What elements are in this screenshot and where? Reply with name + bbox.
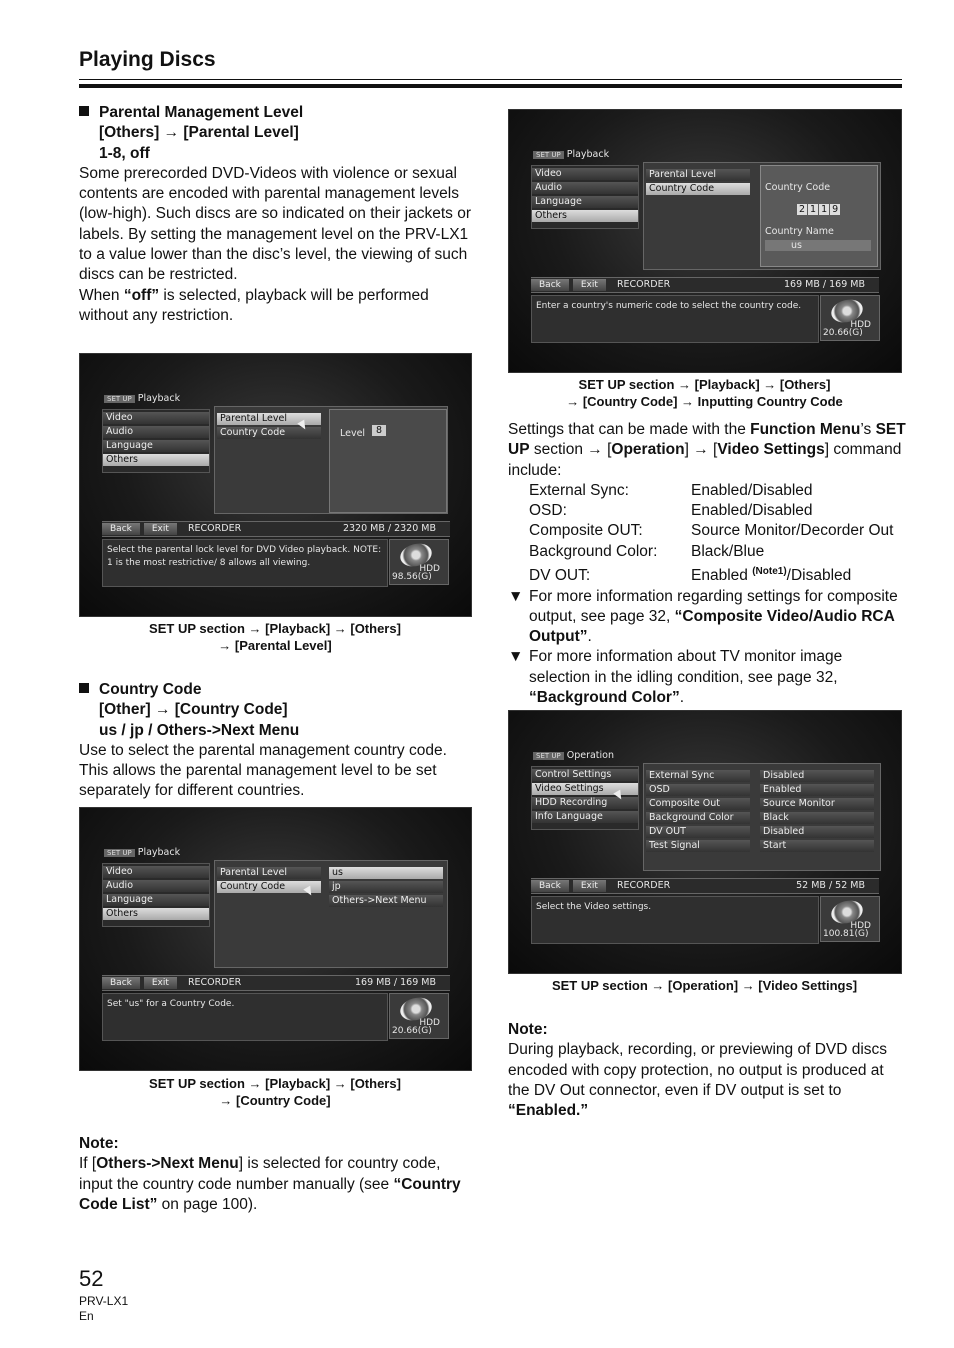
submenu-parental-level[interactable]: Parental Level [217,867,321,879]
digit-2[interactable]: 1 [810,204,817,215]
back-button[interactable]: Back [102,523,140,535]
submenu-country-code[interactable]: Country Code [217,427,321,439]
exit-button[interactable]: Exit [573,880,606,892]
submenu-panel [214,406,448,514]
caption-input-country-code: SET UP section → [Playback] → [Others] → [Country Code] → Inputting Country Code [566,377,843,409]
help-message: Select the parental lock level for DVD Video playback. NOTE: 1 is the most restrictive/ 8 allows all viewing. [102,539,388,587]
main-menu [102,409,210,473]
back-button[interactable]: Back [102,977,140,989]
caption-video-settings: SET UP section → [Operation] → [Video Settings] [551,978,858,993]
caption-parental-level: SET UP section → [Playback] → [Others] → [Parental Level] [149,621,401,653]
help-message: Enter a country's numeric code to select the country code. [531,295,819,343]
country-options [329,865,443,909]
status-bar [531,878,879,894]
menu-item-info-language[interactable]: Info Language [532,811,638,823]
note-body: If [Others->Next Menu] is selected for country code, input the country code number manually (see “Country Code List” on page 100). [79,1155,461,1213]
page-number: 52 [79,1266,104,1291]
caption-country-code: SET UP section → [Playback] → [Others] → [Country Code] [149,1076,401,1108]
option-others-next-menu[interactable]: Others->Next Menu [329,895,443,907]
menu-item-hdd-recording[interactable]: HDD Recording [532,797,638,809]
menu-item-audio[interactable]: Audio [103,880,209,892]
note-title: Note: [508,1021,548,1038]
menu-item-audio[interactable]: Audio [532,182,638,194]
value-external-sync[interactable]: Disabled [760,770,874,782]
section-body: Use to select the parental management country code. This allows the parental management level to be set separately for different countries. [79,741,447,800]
help-message: Select the Video settings. [531,896,819,944]
country-name-title: Country Name [765,226,834,237]
digit-entry [797,204,840,215]
section-title: Country Code [99,681,202,698]
value-dv-out[interactable]: Disabled [760,826,874,838]
value-composite-out[interactable]: Source Monitor [760,798,874,810]
screenshot-country-code [79,807,472,1071]
menu-item-language[interactable]: Language [103,894,209,906]
back-button[interactable]: Back [531,880,569,892]
submenu-panel [643,162,881,270]
item-external-sync[interactable]: External Sync [646,770,750,782]
submenu-parental-level[interactable]: Parental Level [646,169,750,181]
digit-4[interactable]: 9 [832,204,839,215]
setting-row: Composite OUT: Source Monitor/Decorder Out [529,522,894,540]
setup-header: SET UP Playback [104,393,180,404]
section-path: [Other] → [Country Code] [99,701,288,719]
square-bullet-icon [79,683,89,693]
back-button[interactable]: Back [531,279,569,291]
recorder-label: RECORDER [187,977,242,988]
country-code-panel [760,165,878,267]
note-title: Note: [79,1135,119,1152]
section-title: Parental Management Level [99,104,304,121]
setup-header: SET UP Playback [104,847,180,858]
video-settings-text [508,420,908,708]
intro-paragraph: Settings that can be made with the Function Menu’s SET UP section → [Operation] → [Video Settings] command include: [508,421,906,479]
exit-button[interactable]: Exit [573,279,606,291]
footer-model: PRV-LX1 En [79,1294,129,1323]
menu-item-video[interactable]: Video [103,866,209,878]
option-jp[interactable]: jp [329,881,443,893]
section-path: [Others] → [Parental Level] [99,124,299,142]
setting-row: DV OUT: Enabled $^{(Note1)}$/Disabled [529,566,852,585]
section-body: Some prerecorded DVD-Videos with violence or sexual contents are encoded with parental management levels (low-high). Such discs are so indicated on their jackets or labels. By setting the management level on the PRV-LX1 to a value lower than the disc’s level, the viewing of such discs can be restricted. [79,164,471,284]
menu-item-language[interactable]: Language [103,440,209,452]
setting-row: External Sync: Enabled/Disabled [529,481,813,499]
header-rule-thin [79,79,902,80]
settings-list [508,481,908,587]
menu-item-others[interactable]: Others [103,908,209,920]
hdd-indicator: HDD 98.56(G) [389,539,449,585]
settings-values [760,768,874,854]
menu-item-video[interactable]: Video [103,412,209,424]
bullet-item: ▼ For more information about TV monitor image selection in the idling condition, see page 32, “Background Color”. [508,648,843,707]
submenu-panel [214,860,448,968]
screenshot-video-settings [508,710,902,974]
help-message: Set "us" for a Country Code. [102,993,388,1041]
level-panel [329,409,447,513]
main-menu [102,863,210,927]
screenshot-parental-level [79,353,472,617]
settings-names [646,768,750,854]
capacity-readout: 2320 MB / 2320 MB [342,523,436,534]
menu-item-video[interactable]: Video [532,168,638,180]
menu-item-audio[interactable]: Audio [103,426,209,438]
setting-row: Background Color: Black/Blue [529,542,765,560]
capacity-readout: 52 MB / 52 MB [796,880,865,891]
section-heading [79,103,471,164]
hdd-indicator: HDD 100.81(G) [820,896,880,942]
recorder-label: RECORDER [616,880,671,891]
menu-item-others[interactable]: Others [532,210,638,222]
exit-button[interactable]: Exit [144,977,177,989]
section-parental-level [79,103,471,326]
submenu-country-code[interactable]: Country Code [646,183,750,195]
triangle-bullet-icon: ▼ [508,648,524,666]
option-us[interactable]: us [329,867,443,879]
digit-1[interactable]: 2 [799,204,806,215]
status-bar [531,277,879,293]
note-left [79,1134,471,1215]
value-test-signal[interactable]: Start [760,840,874,852]
level-label: Level [340,428,366,439]
exit-button[interactable]: Exit [144,523,177,535]
country-code-title: Country Code [765,182,831,193]
page-title: Playing Discs [79,48,216,71]
hdd-indicator: HDD 20.66(G) [820,295,880,341]
recorder-label: RECORDER [616,279,671,290]
item-osd[interactable]: OSD [646,784,750,796]
item-composite-out[interactable]: Composite Out [646,798,750,810]
menu-item-video-settings[interactable]: Video Settings [532,783,638,795]
menu-item-control-settings[interactable]: Control Settings [532,769,638,781]
submenu-country-code[interactable]: Country Code [217,881,321,893]
triangle-bullet-icon: ▼ [508,587,524,605]
menu-item-others[interactable]: Others [103,454,209,466]
note-body: During playback, recording, or previewing of DVD discs encoded with copy protection, no output is produced at the DV Out connector, even if DV output is set to “Enabled.” [508,1041,888,1120]
section-options: us / jp / Others->Next Menu [99,721,300,739]
capacity-readout: 169 MB / 169 MB [355,977,436,988]
item-background-color[interactable]: Background Color [646,812,750,824]
status-bar [102,521,450,537]
menu-item-language[interactable]: Language [532,196,638,208]
section-options: 1-8, off [99,144,150,162]
off-paragraph: When “off” is selected, playback will be performed without any restriction. [79,286,429,324]
header-rule [79,84,902,88]
recorder-label: RECORDER [187,523,242,534]
country-name-value: us [765,240,871,251]
item-dv-out[interactable]: DV OUT [646,826,750,838]
capacity-readout: 169 MB / 169 MB [784,279,865,290]
setting-row: OSD: Enabled/Disabled [529,502,813,520]
square-bullet-icon [79,106,89,116]
digit-3[interactable]: 1 [821,204,828,215]
value-background-color[interactable]: Black [760,812,874,824]
hdd-indicator: HDD 20.66(G) [389,993,449,1039]
bullet-item: ▼ For more information regarding settings for composite output, see page 32, “Composite Video/Audio RCA Output”. [508,587,898,646]
setup-header: SET UP Playback [533,149,609,160]
note-right [508,1020,901,1121]
item-test-signal[interactable]: Test Signal [646,840,750,852]
value-osd[interactable]: Enabled [760,784,874,796]
video-settings-panel [643,763,881,871]
main-menu [531,165,639,229]
screenshot-input-country-code [508,109,902,373]
section-country-code [79,680,471,802]
status-bar [102,975,450,991]
level-value[interactable]: 8 [372,425,386,436]
submenu-parental-level[interactable]: Parental Level [217,413,321,425]
setup-header: SET UP Operation [533,750,614,761]
